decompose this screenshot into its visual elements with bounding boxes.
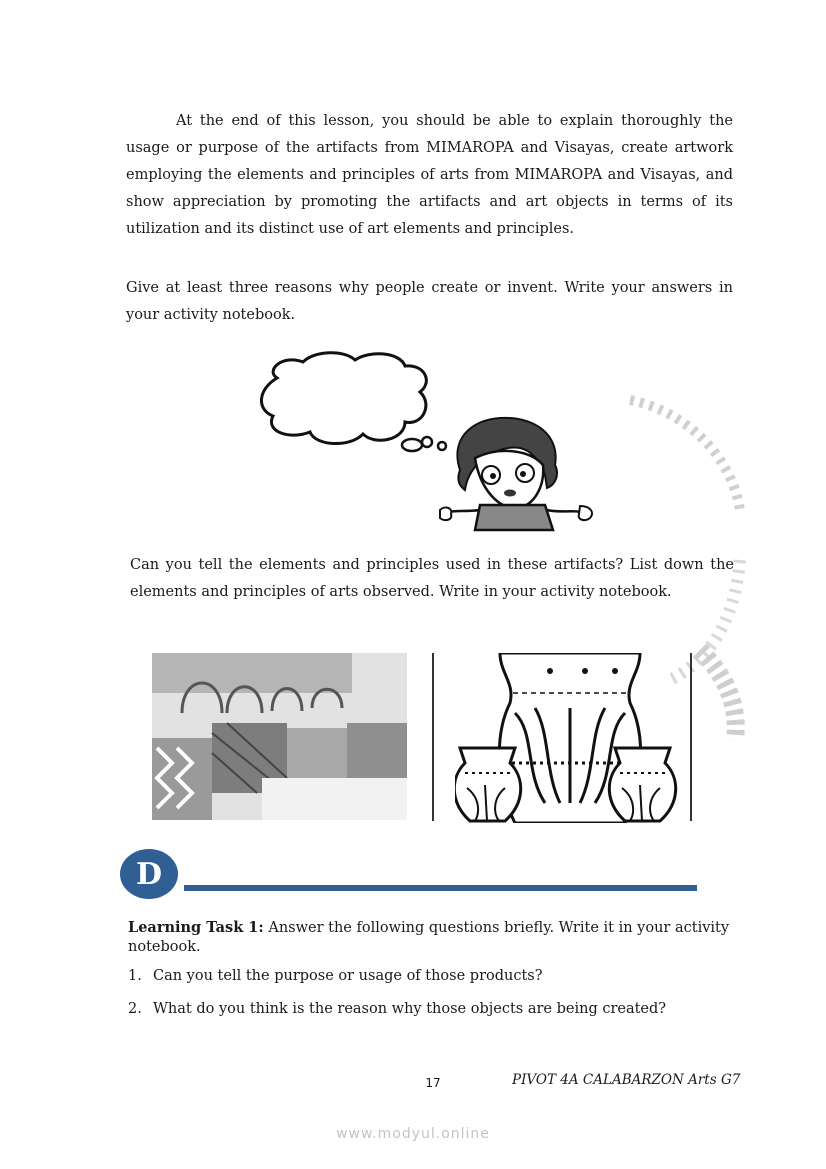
learning-task-instruction [128,918,734,957]
thought-cloud [261,353,426,444]
elements-prompt: Can you tell the elements and principles used in these artifacts? List down the elements and principles of arts observed. Write in your activity notebook. [130,557,734,600]
question-text: What do you think is the reason why those objects are being created? [153,1001,667,1017]
footer-title: PIVOT 4A CALABARZON Arts G7 [512,1072,741,1088]
question-item [128,968,543,984]
learning-task-label: Learning Task 1: [128,919,264,936]
thought-dot-medium [422,437,432,447]
thought-dot-large [402,439,422,451]
question-item [128,1001,666,1017]
small-jar-left [455,748,521,821]
small-jar-right [609,748,675,821]
image-divider-right [690,653,692,821]
intro-paragraph: At the end of this lesson, you should be able to explain thoroughly the usage or purpose of the artifacts from MIMAROPA and Visayas, create artwork employing the elements and principles of arts from MIMAROPA and Visayas, and show appreciation by promoting the artifacts and art objects in terms of its utilization and its distinct use of art elements and principles. [126,113,733,237]
image-divider-left [432,653,434,821]
question-number: 1. [128,968,142,984]
question-number: 2. [128,1001,142,1017]
question-text: Can you tell the purpose or usage of those products? [153,968,543,984]
page-number: 17 [425,1076,441,1090]
reasons-prompt: Give at least three reasons why people create or invent. Write your answers in your activity notebook. [126,280,733,323]
site-watermark: www.modyul.online [336,1126,490,1142]
manunggul-jar-illustration [455,653,680,823]
section-rule [184,885,697,891]
learning-task-text: Answer the following questions briefly. Write it in your activity notebook. [128,920,730,955]
thought-bubble-girl-illustration [255,350,605,535]
girl-figure [440,418,592,530]
section-letter-badge: D [120,849,178,899]
thought-dot-small [438,442,446,450]
woven-baskets-photo [152,653,407,820]
